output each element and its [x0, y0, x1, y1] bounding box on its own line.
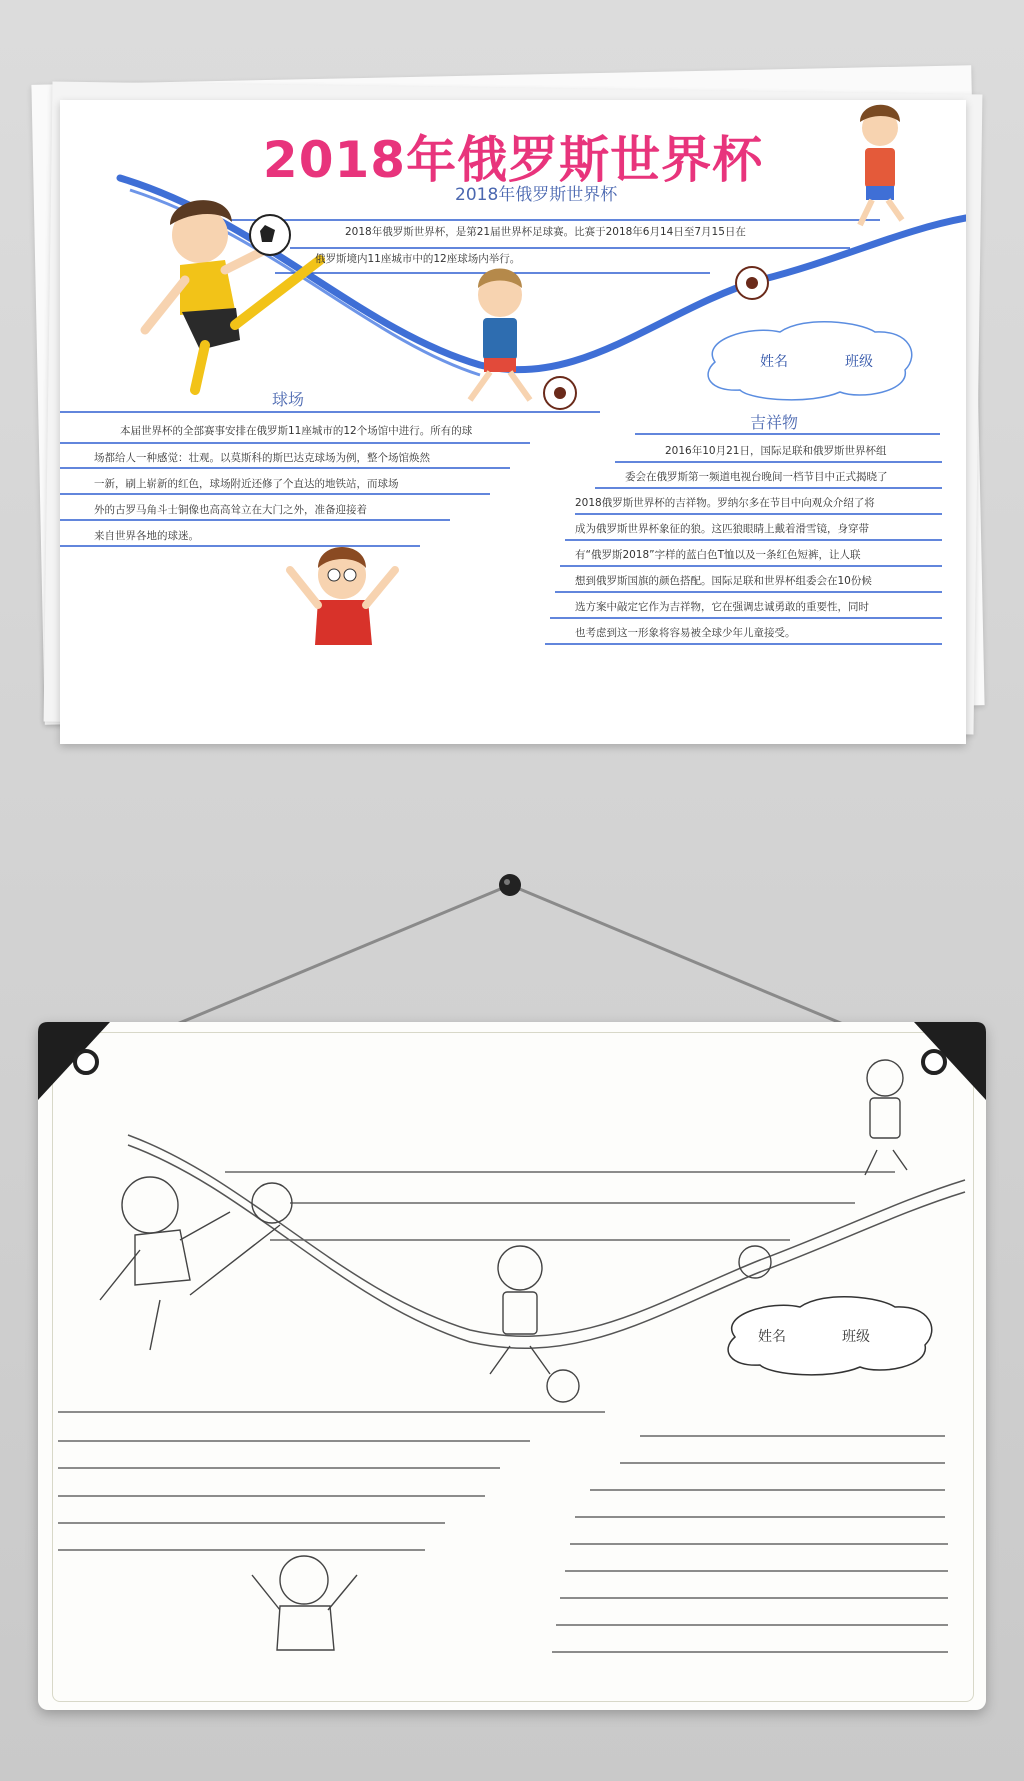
mascot-heading: 吉祥物 [750, 413, 799, 432]
stadium-text-line: 来自世界各地的球迷。 [94, 530, 199, 542]
grommet-icon [75, 1051, 97, 1073]
stadium-heading: 球场 [272, 390, 305, 409]
name-label: 姓名 [760, 354, 788, 370]
page-title: 2018年俄罗斯世界杯 [262, 131, 764, 189]
grommet-icon [923, 1051, 945, 1073]
cheering-boy-outline [252, 1556, 357, 1650]
stadium-text-line: 外的古罗马角斗士铜像也高高耸立在大门之外，准备迎接着 [94, 504, 367, 516]
intro-heading: 2018年俄罗斯世界杯 [455, 185, 618, 205]
intro-text-line: 2018年俄罗斯世界杯，是第21届世界杯足球赛。比赛于2018年6月14日至7月15日在 [345, 226, 746, 238]
dribbling-boy-outline [490, 1246, 579, 1402]
mascot-text-line: 也考虑到这一形象将容易被全球少年儿童接受。 [575, 627, 796, 639]
name-label-outline: 姓名 [758, 1329, 786, 1345]
mascot-text-line: 选方案中敲定它作为吉祥物，它在强调忠诚勇敢的重要性，同时 [575, 601, 869, 613]
mascot-text-line: 委会在俄罗斯第一频道电视台晚间一档节目中正式揭晓了 [625, 471, 888, 483]
mascot-text-line: 成为俄罗斯世界杯象征的狼。这匹狼眼睛上戴着滑雪镜，身穿带 [575, 523, 869, 535]
class-label: 班级 [845, 354, 873, 370]
running-boy-outline [865, 1060, 907, 1175]
kicking-boy-outline [100, 1177, 292, 1350]
mascot-text-line: 2018俄罗斯世界杯的吉祥物。罗纳尔多在节目中向观众介绍了将 [575, 497, 875, 509]
stadium-text-line: 场都给人一种感觉：壮观。以莫斯科的斯巴达克球场为例，整个场馆焕然 [94, 452, 430, 464]
mascot-text-line: 2016年10月21日，国际足联和俄罗斯世界杯组 [665, 445, 887, 457]
stadium-text-line: 本届世界杯的全部赛事安排在俄罗斯11座城市的12个场馆中进行。所有的球 [120, 425, 473, 437]
class-label-outline: 班级 [842, 1329, 870, 1345]
mascot-text-line: 想到俄罗斯国旗的颜色搭配。国际足联和世界杯组委会在10份候 [575, 575, 872, 587]
mascot-text-line: 有“俄罗斯2018”字样的蓝白色T恤以及一条红色短裤，让人联 [575, 549, 861, 561]
intro-text-line: 俄罗斯境内11座城市中的12座球场内举行。 [315, 253, 521, 265]
stadium-text-line: 一新，刷上崭新的红色，球场附近还修了个直达的地铁站，而球场 [94, 478, 399, 490]
